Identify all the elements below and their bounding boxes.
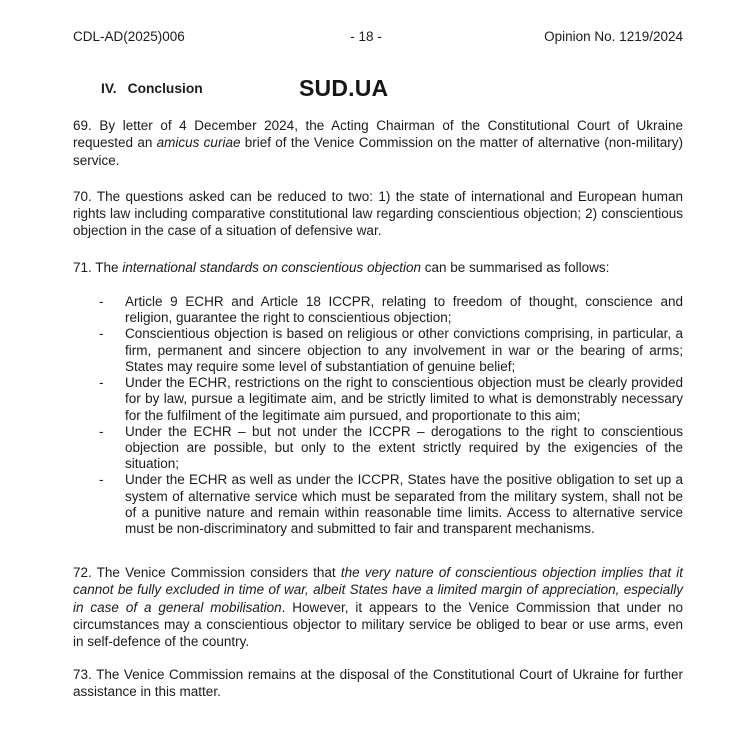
paragraph-71-text: 71. The (73, 259, 123, 275)
list-item-2 (73, 326, 683, 375)
page-number: - 18 - (350, 29, 382, 44)
paragraph-73-text: 73. The Venice Commission remains at the disposal of the Constitutional Court of Ukraine for further assistance in this matter. (73, 666, 683, 699)
paragraph-69-text: 69. By letter of 4 December 2024, the Acting Chairman of the Constitutional Court of Ukraine requested an (73, 118, 683, 151)
bullet-dash-marker: - (99, 472, 104, 488)
italic-phrase-very-nature: the very nature of conscientious objection implies that it cannot be fully excluded in time of war, albeit States have a limited margin of appreciation, especially in case of a general mobilisation (73, 565, 683, 615)
italic-phrase-amicus-curiae: amicus curiae (156, 135, 241, 151)
paragraph-71 (73, 259, 683, 276)
italic-phrase-international-standards: international standards on conscientious objection (122, 259, 421, 275)
paragraph-70-text: 70. The questions asked can be reduced to two: 1) the state of international and European human rights law including comparative constitutional law regarding conscientious objection; 2) conscientious objection in the case of a situation of defensive war. (73, 188, 683, 239)
list-item-2-text: Conscientious objection is based on religious or other convictions comprising, in particular, a firm, permanent and sincere objection to any involvement in war or the bearing of arms; States may require some level of substantiation of genuine belief; (125, 326, 683, 374)
bullet-dash-marker: - (99, 326, 104, 342)
paragraph-72-text: 72. The Venice Commission considers that (73, 565, 341, 581)
list-item-5 (73, 472, 683, 537)
page-content (73, 28, 683, 700)
paragraph-69 (73, 117, 683, 169)
paragraph-70 (73, 188, 683, 240)
standards-list (73, 294, 683, 537)
list-item-1-text: Article 9 ECHR and Article 18 ICCPR, relating to freedom of thought, conscience and religion, guarantee the right to conscientious objection; (125, 294, 683, 326)
section-heading-row (73, 75, 683, 101)
bullet-dash-marker: - (99, 375, 104, 391)
paragraph-72-text: . However, it appears to the Venice Commission that under no circumstances may a conscientious objector to military service be obliged to bear or use arms, even in self-defence of the country. (73, 599, 683, 650)
bullet-dash-marker: - (99, 423, 104, 439)
list-item-4-text: Under the ECHR – but not under the ICCPR – derogations to the right to conscientious objection are possible, but only to the extent strictly required by the exigencies of the situation; (125, 423, 683, 472)
list-item-3-text: Under the ECHR, restrictions on the right to conscientious objection must be clearly provided for by law, pursue a legitimate aim, and be strictly limited to what is demonstrably necessary for the fulfilment of the legitimate aim pursued, and proportionate to this aim; (125, 375, 683, 423)
section-number: IV. (101, 81, 117, 96)
list-item-4 (73, 424, 683, 473)
list-item-3 (73, 375, 683, 424)
paragraph-71-text: can be summarised as follows: (421, 259, 610, 275)
paragraph-72 (73, 564, 683, 650)
list-item-1 (73, 294, 683, 326)
paragraph-73 (73, 666, 683, 701)
section-title: Conclusion (127, 81, 203, 96)
page-header (73, 28, 683, 45)
document-number: CDL-AD(2025)006 (73, 29, 185, 44)
list-item-5-text: Under the ECHR as well as under the ICCPR, States have the positive obligation to set up a system of alternative service which must be separated from the military system, shall not be of a punitive nature and remain within reasonable time limits. Access to alternative service must be non-discriminatory and submitted to fair and transparent mechanisms. (125, 472, 683, 536)
paragraph-69-text: brief of the Venice Commission on the matter of alternative (non-military) service. (73, 135, 684, 168)
opinion-number: Opinion No. 1219/2024 (544, 29, 683, 44)
sud-ua-watermark: SUD.UA (299, 75, 389, 101)
bullet-dash-marker: - (99, 294, 104, 310)
